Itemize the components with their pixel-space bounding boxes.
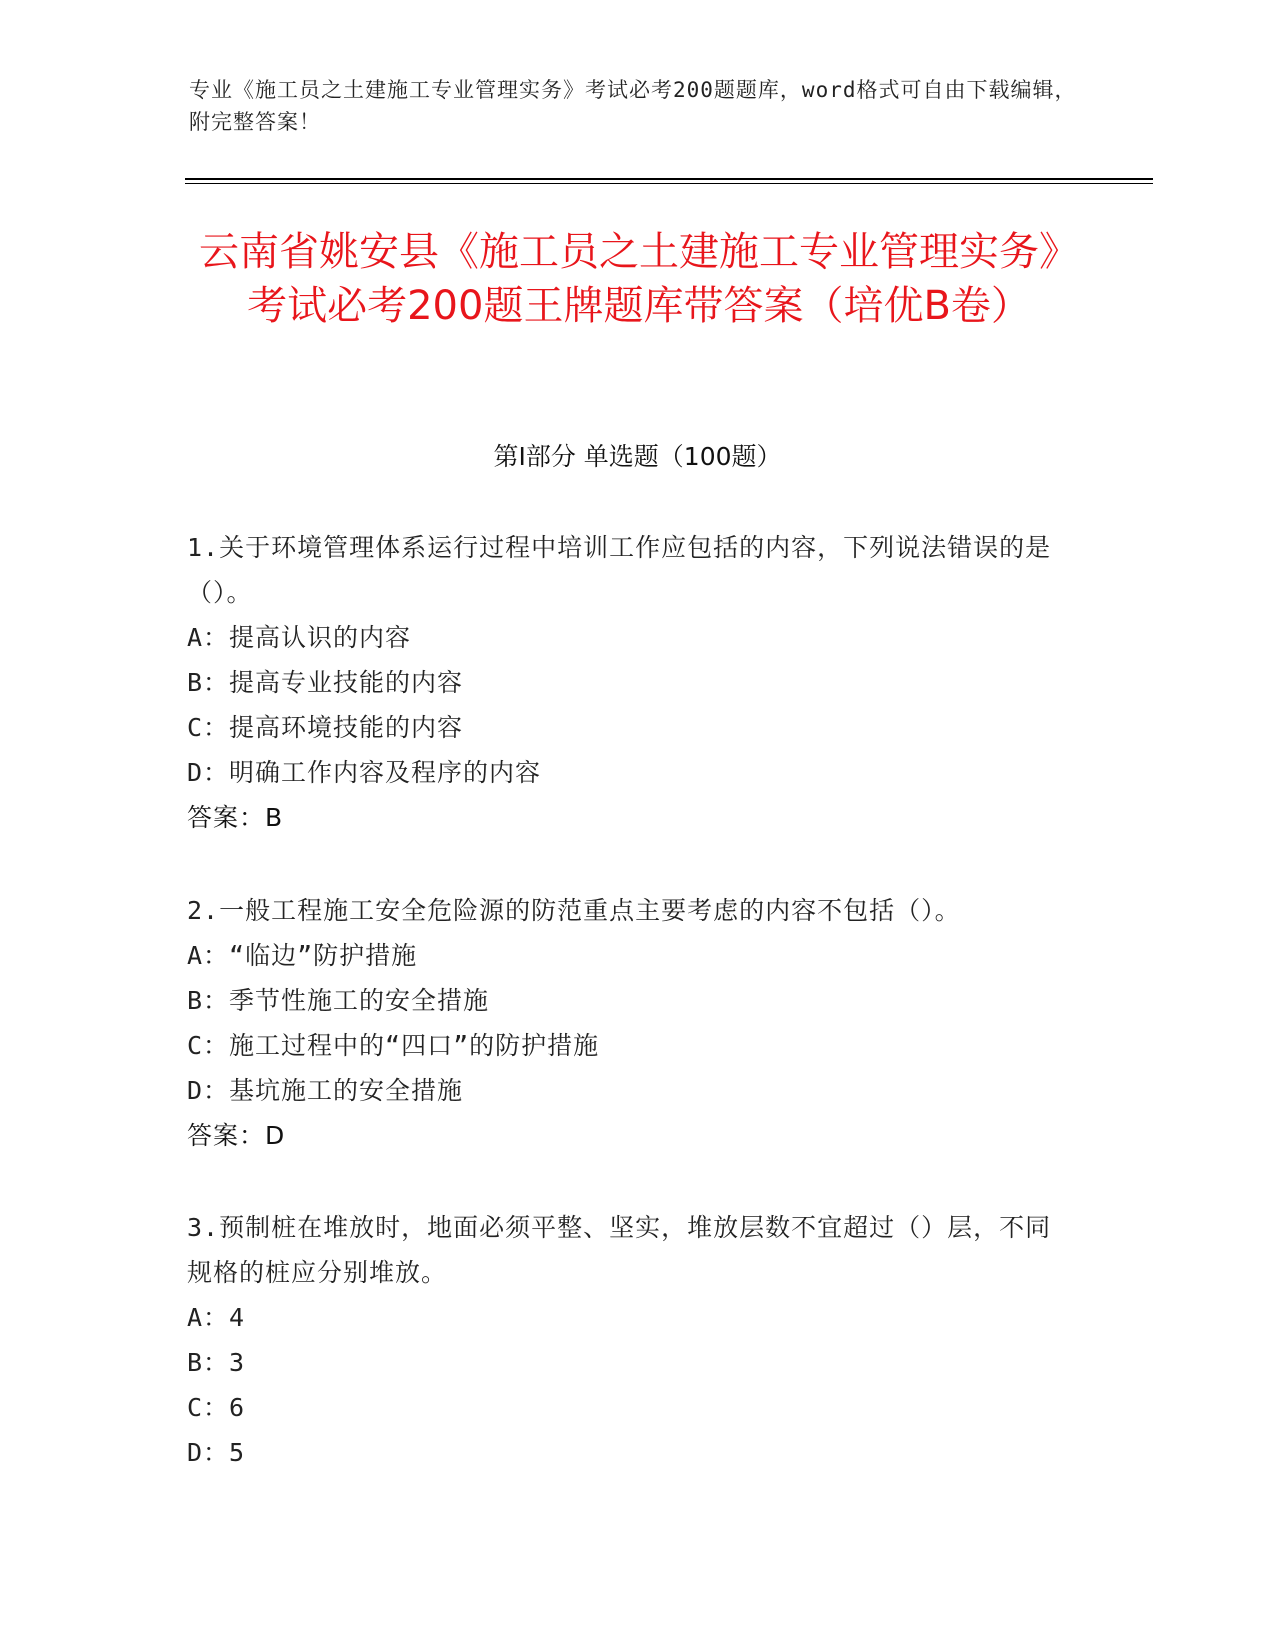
- question-stem: 2.一般工程施工安全危险源的防范重点主要考虑的内容不包括（）。: [187, 896, 961, 925]
- option-d: D：明确工作内容及程序的内容: [187, 758, 542, 787]
- option-b: B：季节性施工的安全措施: [187, 986, 490, 1015]
- answer: 答案：D: [187, 1121, 286, 1150]
- option-a: A：提高认识的内容: [187, 623, 412, 652]
- header-note: 专业《施工员之土建施工专业管理实务》考试必考200题题库，word格式可自由下载编辑，附完整答案！: [189, 78, 1077, 134]
- question-3: [187, 1205, 1067, 1475]
- option-d: D：基坑施工的安全措施: [187, 1076, 464, 1105]
- option-c: C：6: [187, 1393, 246, 1422]
- option-c: C：提高环境技能的内容: [187, 713, 464, 742]
- answer: 答案：B: [187, 803, 284, 832]
- question-1: [187, 525, 1067, 840]
- option-a: A：“临边”防护措施: [187, 941, 418, 970]
- question-2: [187, 888, 1067, 1158]
- document-title: 云南省姚安县《施工员之土建施工专业管理实务》考试必考200题王牌题库带答案（培优B卷）: [199, 229, 1079, 329]
- option-c: C：施工过程中的“四口”的防护措施: [187, 1031, 600, 1060]
- section-heading: 第Ⅰ部分 单选题（100题）: [493, 442, 782, 471]
- option-b: B：3: [187, 1348, 246, 1377]
- question-stem: 3.预制桩在堆放时，地面必须平整、坚实，堆放层数不宜超过（）层，不同规格的桩应分别堆放。: [187, 1213, 1052, 1287]
- option-b: B：提高专业技能的内容: [187, 668, 464, 697]
- option-a: A：4: [187, 1303, 246, 1332]
- question-stem: 1.关于环境管理体系运行过程中培训工作应包括的内容，下列说法错误的是（）。: [187, 533, 1052, 607]
- option-d: D：5: [187, 1438, 246, 1467]
- header-divider-thin: [185, 183, 1153, 184]
- header-divider-thick: [185, 178, 1153, 180]
